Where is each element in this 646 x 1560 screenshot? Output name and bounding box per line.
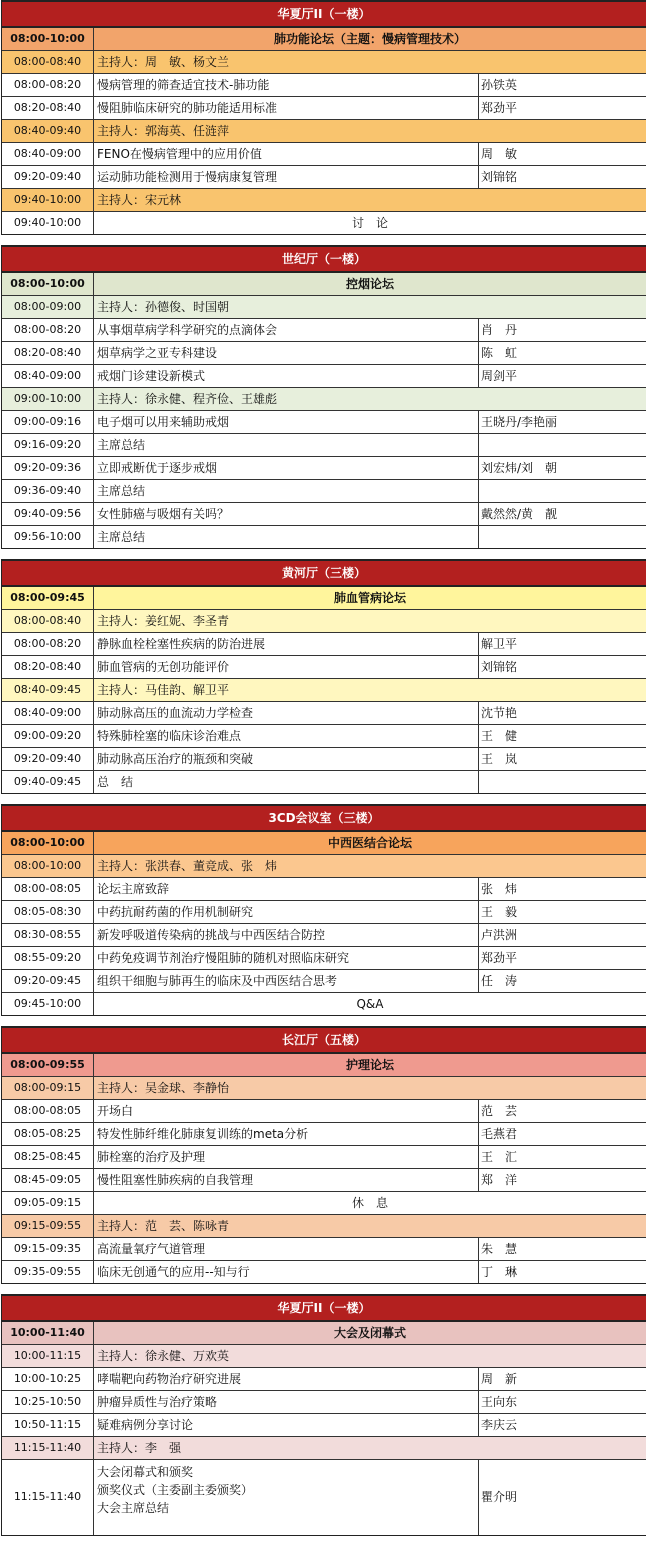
chair-names: 主持人：马佳韵、解卫平 (97, 683, 230, 697)
speaker (478, 526, 646, 548)
row-time: 09:35-09:55 (2, 1261, 94, 1283)
speaker: 刘宏炜/刘 朝 (478, 457, 646, 479)
session-header-row (2, 26, 646, 50)
row-time: 08:05-08:30 (2, 901, 94, 923)
talk-topic: 肿瘤异质性与治疗策略 (97, 1395, 218, 1409)
row-time: 08:40-09:40 (2, 120, 94, 142)
speaker: 王 汇 (478, 1146, 646, 1168)
session-block (1, 0, 646, 235)
break-label: Q&A (356, 997, 384, 1011)
talk-row (2, 632, 646, 655)
chair-row (2, 1436, 646, 1459)
session-title: 护理论坛 (345, 1058, 394, 1072)
talk-topic: 肺动脉高压治疗的瓶颈和突破 (97, 752, 254, 766)
talk-topic: 肺动脉高压的血流动力学检查 (97, 706, 254, 720)
hall-header: 长江厅（五楼） (2, 1026, 646, 1052)
row-time: 09:15-09:55 (2, 1215, 94, 1237)
speaker (478, 480, 646, 502)
session-title: 肺血管病论坛 (333, 591, 406, 605)
talk-topic: 静脉血栓栓塞性疾病的防治进展 (97, 637, 266, 651)
row-time: 08:00-10:00 (2, 855, 94, 877)
speaker: 刘锦铭 (478, 656, 646, 678)
chair-row (2, 295, 646, 318)
row-time: 11:15-11:40 (2, 1460, 94, 1535)
chair-row (2, 188, 646, 211)
row-time: 09:40-10:00 (2, 212, 94, 234)
chair-names: 主持人：徐永健、万欢英 (97, 1349, 230, 1363)
row-time: 11:15-11:40 (2, 1437, 94, 1459)
talk-topic: 特殊肺栓塞的临床诊治难点 (97, 729, 242, 743)
closing-items (94, 1460, 478, 1535)
talk-row (2, 724, 646, 747)
chair-names: 主持人：徐永健、程齐俭、王雄彪 (97, 392, 278, 406)
session-block (1, 245, 646, 549)
session-time: 08:00-10:00 (2, 273, 94, 295)
row-time: 09:20-09:45 (2, 970, 94, 992)
talk-row (2, 900, 646, 923)
session-header-row (2, 271, 646, 295)
talk-topic: 戒烟门诊建设新模式 (97, 369, 206, 383)
session-title: 控烟论坛 (345, 277, 394, 291)
speaker: 解卫平 (478, 633, 646, 655)
talk-topic: 开场白 (97, 1104, 134, 1118)
break-row (2, 1191, 646, 1214)
hall-header: 世纪厅（一楼） (2, 245, 646, 271)
chair-row (2, 854, 646, 877)
talk-row (2, 1122, 646, 1145)
talk-row (2, 502, 646, 525)
row-time: 09:15-09:35 (2, 1238, 94, 1260)
speaker: 刘锦铭 (478, 166, 646, 188)
talk-row (2, 1413, 646, 1436)
speaker: 丁 琳 (478, 1261, 646, 1283)
talk-topic: 立即戒断优于逐步戒烟 (97, 461, 218, 475)
row-time: 08:20-08:40 (2, 97, 94, 119)
session-header-row (2, 830, 646, 854)
talk-row (2, 456, 646, 479)
row-time: 08:00-08:05 (2, 878, 94, 900)
talk-row (2, 701, 646, 724)
row-time: 08:30-08:55 (2, 924, 94, 946)
speaker: 王 毅 (478, 901, 646, 923)
row-time: 08:40-09:00 (2, 702, 94, 724)
talk-row (2, 923, 646, 946)
talk-row (2, 770, 646, 793)
row-time: 08:40-09:00 (2, 365, 94, 387)
hall-header: 3CD会议室（三楼） (2, 804, 646, 830)
chair-names: 主持人：郭海英、任涟萍 (97, 124, 230, 138)
talk-topic: 新发呼吸道传染病的挑战与中西医结合防控 (97, 928, 326, 942)
talk-row (2, 747, 646, 770)
chair-row (2, 50, 646, 73)
row-time: 08:00-09:00 (2, 296, 94, 318)
row-time: 09:36-09:40 (2, 480, 94, 502)
talk-topic: 女性肺癌与吸烟有关吗？ (97, 507, 230, 521)
row-time: 08:25-08:45 (2, 1146, 94, 1168)
speaker: 郑 洋 (478, 1169, 646, 1191)
talk-row (2, 1099, 646, 1122)
talk-row (2, 655, 646, 678)
session-block (1, 1026, 646, 1284)
chair-row (2, 609, 646, 632)
row-time: 09:40-10:00 (2, 189, 94, 211)
talk-topic: 中药抗耐药菌的作用机制研究 (97, 905, 254, 919)
talk-topic: 组织干细胞与肺再生的临床及中西医结合思考 (97, 974, 338, 988)
row-time: 08:00-08:20 (2, 74, 94, 96)
row-time: 09:16-09:20 (2, 434, 94, 456)
row-time: 10:25-10:50 (2, 1391, 94, 1413)
session-block (1, 559, 646, 794)
talk-topic: 中药免疫调节剂治疗慢阻肺的随机对照临床研究 (97, 951, 350, 965)
talk-topic: 肺血管病的无创功能评价 (97, 660, 230, 674)
talk-topic: 主席总结 (97, 530, 146, 544)
speaker: 沈节艳 (478, 702, 646, 724)
chair-row (2, 1214, 646, 1237)
chair-names: 主持人：李 强 (97, 1441, 182, 1455)
speaker: 周 敏 (478, 143, 646, 165)
session-block (1, 804, 646, 1016)
talk-row (2, 142, 646, 165)
speaker: 郑劲平 (478, 97, 646, 119)
speaker (478, 434, 646, 456)
talk-topic: 主席总结 (97, 484, 146, 498)
speaker: 王晓丹/李艳丽 (478, 411, 646, 433)
talk-row (2, 364, 646, 387)
session-block (1, 1294, 646, 1536)
talk-row (2, 96, 646, 119)
talk-row (2, 1260, 646, 1283)
talk-row (2, 1145, 646, 1168)
talk-row (2, 946, 646, 969)
chair-names: 主持人：宋元林 (97, 193, 182, 207)
break-row (2, 992, 646, 1015)
chair-row (2, 678, 646, 701)
session-header-row (2, 1320, 646, 1344)
row-time: 08:40-09:00 (2, 143, 94, 165)
talk-topic: 临床无创通气的应用--知与行 (97, 1265, 250, 1279)
session-title: 肺功能论坛（主题：慢病管理技术） (273, 32, 466, 46)
talk-topic: 肺栓塞的治疗及护理 (97, 1150, 206, 1164)
row-time: 08:00-08:05 (2, 1100, 94, 1122)
talk-topic: 慢病管理的筛查适宜技术-肺功能 (97, 78, 270, 92)
speaker: 卢洪洲 (478, 924, 646, 946)
break-row (2, 211, 646, 234)
row-time: 09:05-09:15 (2, 1192, 94, 1214)
row-time: 09:20-09:36 (2, 457, 94, 479)
talk-topic: 慢性阻塞性肺疾病的自我管理 (97, 1173, 254, 1187)
talk-topic: 高流量氧疗气道管理 (97, 1242, 206, 1256)
row-time: 10:00-11:15 (2, 1345, 94, 1367)
closing-item: 大会主席总结 (97, 1501, 170, 1515)
hall-header: 华夏厅II（一楼） (2, 0, 646, 26)
speaker: 毛燕君 (478, 1123, 646, 1145)
break-label: 休 息 (351, 1196, 388, 1210)
speaker: 孙铁英 (478, 74, 646, 96)
row-time: 09:00-10:00 (2, 388, 94, 410)
speaker: 王向东 (478, 1391, 646, 1413)
row-time: 09:45-10:00 (2, 993, 94, 1015)
speaker: 王 岚 (478, 748, 646, 770)
speaker: 李庆云 (478, 1414, 646, 1436)
hall-header: 华夏厅II（一楼） (2, 1294, 646, 1320)
talk-topic: 疑难病例分享讨论 (97, 1418, 194, 1432)
row-time: 09:56-10:00 (2, 526, 94, 548)
talk-row (2, 479, 646, 502)
talk-topic: 慢阻肺临床研究的肺功能适用标准 (97, 101, 278, 115)
speaker: 朱 慧 (478, 1238, 646, 1260)
row-time: 08:00-09:15 (2, 1077, 94, 1099)
talk-row (2, 165, 646, 188)
closing-item: 大会闭幕式和颁奖 (97, 1465, 194, 1479)
speaker: 郑劲平 (478, 947, 646, 969)
row-time: 09:40-09:56 (2, 503, 94, 525)
speaker: 肖 丹 (478, 319, 646, 341)
talk-row (2, 877, 646, 900)
row-time: 08:40-09:45 (2, 679, 94, 701)
session-title: 中西医结合论坛 (327, 836, 412, 850)
chair-names: 主持人：范 芸、陈咏青 (97, 1219, 230, 1233)
chair-names: 主持人：张洪春、董竞成、张 炜 (97, 859, 278, 873)
chair-names: 主持人：周 敏、杨文兰 (97, 55, 230, 69)
session-time: 10:00-11:40 (2, 1322, 94, 1344)
row-time: 08:00-08:20 (2, 633, 94, 655)
closing-row (2, 1459, 646, 1535)
row-time: 08:00-08:40 (2, 51, 94, 73)
talk-topic: 总 结 (97, 775, 134, 789)
talk-row (2, 341, 646, 364)
row-time: 09:00-09:20 (2, 725, 94, 747)
session-time: 08:00-09:45 (2, 587, 94, 609)
chair-row (2, 119, 646, 142)
talk-row (2, 410, 646, 433)
talk-topic: 电子烟可以用来辅助戒烟 (97, 415, 230, 429)
talk-row (2, 969, 646, 992)
speaker: 任 涛 (478, 970, 646, 992)
chair-row (2, 1344, 646, 1367)
chair-names: 主持人：吴金球、李静怡 (97, 1081, 230, 1095)
session-time: 08:00-10:00 (2, 28, 94, 50)
speaker: 周 新 (478, 1368, 646, 1390)
row-time: 08:20-08:40 (2, 342, 94, 364)
talk-topic: 哮喘靶向药物治疗研究进展 (97, 1372, 242, 1386)
session-header-row (2, 585, 646, 609)
session-header-row (2, 1052, 646, 1076)
row-time: 08:55-09:20 (2, 947, 94, 969)
row-time: 10:50-11:15 (2, 1414, 94, 1436)
talk-row (2, 525, 646, 548)
chair-names: 主持人：孙德俊、时国朝 (97, 300, 230, 314)
talk-row (2, 433, 646, 456)
row-time: 10:00-10:25 (2, 1368, 94, 1390)
talk-topic: 特发性肺纤维化肺康复训练的meta分析 (97, 1127, 309, 1141)
talk-row (2, 1390, 646, 1413)
talk-row (2, 1168, 646, 1191)
speaker: 张 炜 (478, 878, 646, 900)
row-time: 08:00-08:40 (2, 610, 94, 632)
speaker: 王 健 (478, 725, 646, 747)
row-time: 09:20-09:40 (2, 748, 94, 770)
break-label: 讨 论 (351, 216, 388, 230)
hall-header: 黄河厅（三楼） (2, 559, 646, 585)
speaker: 戴然然/黄 靓 (478, 503, 646, 525)
row-time: 08:00-08:20 (2, 319, 94, 341)
talk-topic: 烟草病学之亚专科建设 (97, 346, 218, 360)
talk-row (2, 1367, 646, 1390)
chair-names: 主持人：姜红妮、李圣青 (97, 614, 230, 628)
talk-topic: 运动肺功能检测用于慢病康复管理 (97, 170, 278, 184)
session-time: 08:00-10:00 (2, 832, 94, 854)
row-time: 09:00-09:16 (2, 411, 94, 433)
chair-row (2, 1076, 646, 1099)
speaker: 范 芸 (478, 1100, 646, 1122)
talk-topic: 从事烟草病学科学研究的点滴体会 (97, 323, 278, 337)
row-time: 09:40-09:45 (2, 771, 94, 793)
talk-topic: 主席总结 (97, 438, 146, 452)
speaker: 陈 虹 (478, 342, 646, 364)
speaker (478, 771, 646, 793)
talk-topic: 论坛主席致辞 (97, 882, 170, 896)
talk-row (2, 318, 646, 341)
row-time: 08:45-09:05 (2, 1169, 94, 1191)
row-time: 09:20-09:40 (2, 166, 94, 188)
speaker: 瞿介明 (478, 1460, 646, 1535)
session-time: 08:00-09:55 (2, 1054, 94, 1076)
talk-row (2, 73, 646, 96)
row-time: 08:05-08:25 (2, 1123, 94, 1145)
row-time: 08:20-08:40 (2, 656, 94, 678)
talk-row (2, 1237, 646, 1260)
closing-item: 颁奖仪式（主委副主委颁奖） (97, 1483, 254, 1497)
session-title: 大会及闭幕式 (333, 1326, 406, 1340)
chair-row (2, 387, 646, 410)
speaker: 周剑平 (478, 365, 646, 387)
talk-topic: FENO在慢病管理中的应用价值 (97, 147, 262, 161)
